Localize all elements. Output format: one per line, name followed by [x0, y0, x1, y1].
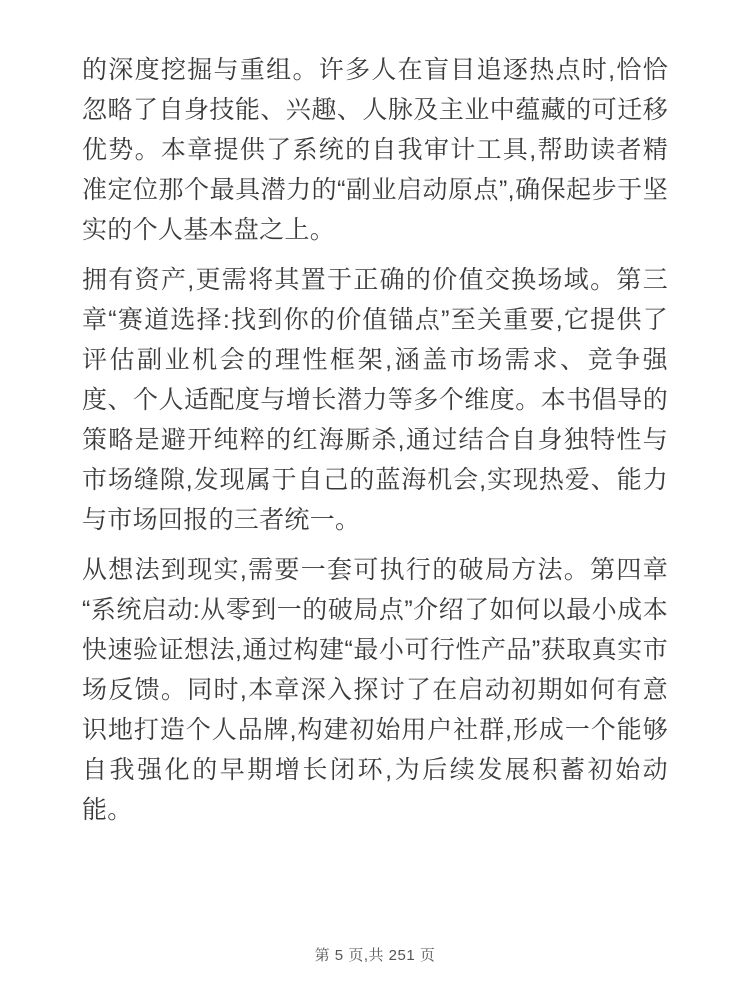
body-paragraph: 的深度挖掘与重组。许多人在盲目追逐热点时,恰恰忽略了自身技能、兴趣、人脉及主业中蕴藏的可迁移优势。本章提供了系统的自我审计工具,帮助读者精准定位那个最具潜力的“副业启动原点”,确保起步于坚实的个人基本盘之上。	[82, 56, 668, 244]
body-paragraph: 从想法到现实,需要一套可执行的破局方法。第四章“系统启动:从零到一的破局点”介绍了如何以最小成本快速验证想法,通过构建“最小可行性产品”获取真实市场反馈。同时,本章深入探讨了在启动初期如何有意识地打造个人品牌,构建初始用户社群,形成一个能够自我强化的早期增长闭环,为后续发展积蓄初始动能。	[82, 556, 668, 824]
page-footer	[0, 946, 750, 966]
body-paragraph: 拥有资产,更需将其置于正确的价值交换场域。第三章“赛道选择:找到你的价值锚点”至关重要,它提供了评估副业机会的理性框架,涵盖市场需求、竞争强度、个人适配度与增长潜力等多个维度。本书倡导的策略是避开纯粹的红海厮杀,通过结合自身独特性与市场缝隙,发现属于自己的蓝海机会,实现热爱、能力与市场回报的三者统一。	[82, 266, 668, 534]
text-body	[82, 50, 668, 830]
page-indicator: 第 5 页,共 251 页	[314, 947, 436, 964]
